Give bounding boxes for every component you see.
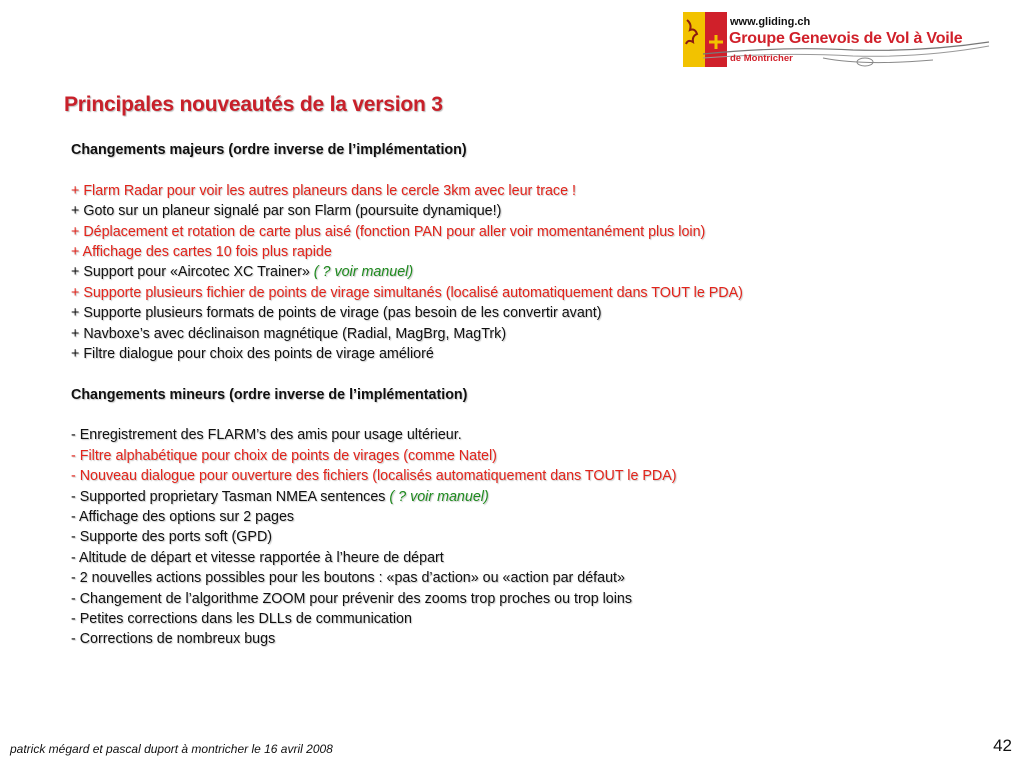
minor-change-item-text: - 2 nouvelles actions possibles pour les boutons : «pas d’action» ou «action par défaut» xyxy=(71,570,625,587)
minor-change-item xyxy=(71,629,991,649)
manual-reference-note: ( ? voir manuel) xyxy=(313,264,414,281)
slide-footer: patrick mégard et pascal duport à montricher le 16 avril 2008 xyxy=(10,742,333,756)
club-logo xyxy=(683,12,1013,68)
major-change-item xyxy=(71,303,991,323)
club-place: de Montricher xyxy=(730,53,793,64)
minor-change-item xyxy=(71,466,991,486)
minor-change-item-text: - Changement de l’algorithme ZOOM pour prévenir des zooms trop proches ou trop loins xyxy=(71,590,633,607)
major-change-item-text: + Navboxe’s avec déclinaison magnétique (Radial, MagBrg, MagTrk) xyxy=(71,325,507,342)
minor-change-item-text: - Enregistrement des FLARM’s des amis pour usage ultérieur. xyxy=(71,427,462,444)
major-change-item-text: + Supporte plusieurs fichier de points de virage simultanés (localisé automatiquement dans TOUT le PDA) xyxy=(71,284,743,301)
minor-changes-heading: Changements mineurs (ordre inverse de l’implémentation) xyxy=(71,386,468,403)
spacer xyxy=(71,405,991,425)
minor-change-item-text: - Supporte des ports soft (GPD) xyxy=(71,529,273,546)
minor-change-item xyxy=(71,446,991,466)
minor-change-item-text: - Petites corrections dans les DLLs de communication xyxy=(71,610,412,627)
major-change-item-text: + Support pour «Aircotec XC Trainer» xyxy=(71,264,314,281)
major-changes-list xyxy=(71,181,991,365)
major-change-item-text: + Flarm Radar pour voir les autres planeurs dans le cercle 3km avec leur trace ! xyxy=(71,182,576,199)
club-url[interactable]: www.gliding.ch xyxy=(730,16,811,28)
minor-change-item xyxy=(71,548,991,568)
minor-change-item-text: - Nouveau dialogue pour ouverture des fichiers (localisés automatiquement dans TOUT le PDA) xyxy=(71,468,677,485)
major-change-item-text: + Supporte plusieurs formats de points de virage (pas besoin de les convertir avant) xyxy=(71,305,602,322)
major-change-item-text: + Affichage des cartes 10 fois plus rapide xyxy=(71,243,332,260)
major-change-item-text: + Déplacement et rotation de carte plus aisé (fonction PAN pour aller voir momentanément plus loin) xyxy=(71,223,706,240)
minor-change-item xyxy=(71,589,991,609)
major-change-item-text: + Goto sur un planeur signalé par son Flarm (poursuite dynamique!) xyxy=(71,203,502,220)
minor-change-item xyxy=(71,609,991,629)
major-change-item xyxy=(71,181,991,201)
page-number: 42 xyxy=(993,736,1012,755)
spacer xyxy=(71,364,991,384)
minor-change-item xyxy=(71,487,991,507)
minor-change-item-text: - Filtre alphabétique pour choix de points de virages (comme Natel) xyxy=(71,447,497,464)
minor-change-item xyxy=(71,425,991,445)
major-change-item xyxy=(71,242,991,262)
minor-change-item xyxy=(71,527,991,547)
major-change-item xyxy=(71,324,991,344)
major-change-item xyxy=(71,222,991,242)
major-change-item xyxy=(71,344,991,364)
slide-content xyxy=(71,140,991,650)
slide-title: Principales nouveautés de la version 3 xyxy=(64,93,443,116)
major-change-item xyxy=(71,283,991,303)
minor-change-item-text: - Supported proprietary Tasman NMEA sentences xyxy=(71,488,390,505)
spacer xyxy=(71,160,991,180)
major-change-item-text: + Filtre dialogue pour choix des points de virage amélioré xyxy=(71,345,434,362)
minor-change-item-text: - Affichage des options sur 2 pages xyxy=(71,509,295,526)
major-changes-heading: Changements majeurs (ordre inverse de l’implémentation) xyxy=(71,142,467,158)
club-name: Groupe Genevois de Vol à Voile xyxy=(729,30,963,47)
major-change-item xyxy=(71,201,991,221)
minor-change-item-text: - Corrections de nombreux bugs xyxy=(71,631,276,648)
minor-change-item-text: - Altitude de départ et vitesse rapportée à l’heure de départ xyxy=(71,549,444,566)
minor-change-item xyxy=(71,507,991,527)
major-change-item xyxy=(71,262,991,282)
minor-changes-list xyxy=(71,425,991,649)
minor-change-item xyxy=(71,568,991,588)
manual-reference-note: ( ? voir manuel) xyxy=(389,488,489,505)
